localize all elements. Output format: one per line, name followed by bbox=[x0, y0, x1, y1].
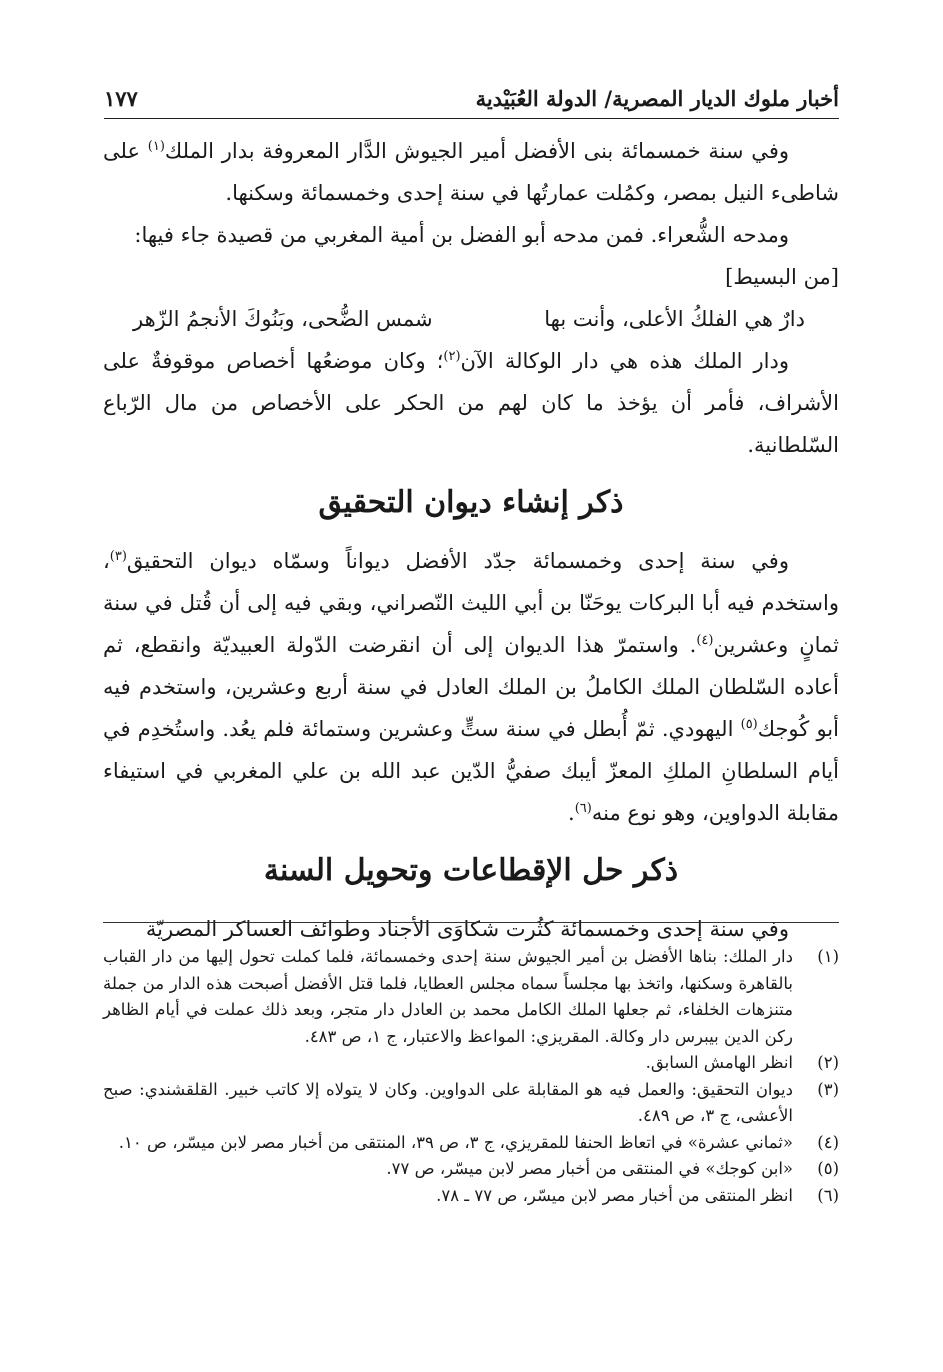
footnote-text: دار الملك: بناها الأفضل بن أمير الجيوش سنة إحدى وخمسمائة، فلما كملت تحول إليها من دار القباب بالقاهرة وسكنها، واتخذ بها مجلساً سماه مجلس العطايا، فلما قتل الأفضل أصبحت هذه الدار من جملة متنزهات الخلفاء، ثم جعلها الملك الكامل محمد بن العادل دار متجر، وبعد ذلك عملت في أيام الظاهر ركن الدين بيبرس دار وكالة. المقريزي: المواعظ والاعتبار، ج ١، ص ٤٨٣. bbox=[103, 947, 793, 1046]
footnote-text: انظر الهامش السابق. bbox=[645, 1053, 793, 1072]
footnote-number: (١) bbox=[817, 947, 839, 966]
page-number: ١٧٧ bbox=[104, 86, 138, 111]
footnote-text: «ابن كوجك» في المنتقى من أخبار مصر لابن ميسّر، ص ٧٧. bbox=[386, 1159, 793, 1178]
footnote-number: (٤) bbox=[817, 1132, 839, 1152]
section-title-diwan: ذكر إنشاء ديوان التحقيق bbox=[318, 485, 624, 520]
footnotes bbox=[103, 944, 839, 1209]
paragraph-poets: ومدحه الشُّعراء. فمن مدحه أبو الفضل بن أمية المغربي من قصيدة جاء فيها: bbox=[134, 223, 789, 247]
footnote-ref-5[interactable]: (٥) bbox=[740, 717, 758, 732]
footnote-ref-6[interactable]: (٦) bbox=[574, 801, 592, 816]
page-header bbox=[104, 82, 839, 119]
footnote-text: انظر المنتقى من أخبار مصر لابن ميسّر، ص ٧٧ ـ ٧٨. bbox=[436, 1185, 793, 1205]
footnote-text: ديوان التحقيق: والعمل فيه هو المقابلة على الدواوين. وكان لا يتولاه إلا كاتب خبير. القلقشندي: صبح الأعشى، ج ٣، ص ٤٨٩. bbox=[103, 1079, 793, 1125]
footnote-item bbox=[103, 1183, 839, 1210]
footnote-item bbox=[103, 1050, 839, 1077]
section-title-iqta: ذكر حل الإقطاعات وتحويل السنة bbox=[263, 853, 679, 888]
footnote-ref-4[interactable]: (٤) bbox=[696, 633, 714, 648]
footnote-ref-1[interactable]: (١) bbox=[147, 139, 165, 154]
paragraph-dar-al-mulk: وفي سنة خمسمائة بنى الأفضل أمير الجيوش الدَّار المعروفة بدار الملك$^{(١)}$ على شاطىء النيل بمصر، وكمُلت عمارتُها في سنة إحدى وخمسمائة وسكنها. bbox=[103, 139, 839, 205]
footnote-number: (٦) bbox=[817, 1185, 839, 1205]
footnote-item bbox=[103, 1077, 839, 1130]
paragraph-wakala: ودار الملك هذه هي دار الوكالة الآن$^{(٢)}$؛ وكان موضعُها أخصاص موقوفةٌ على الأشراف، فأمر أن يؤخذ ما كان لهم من الحكر على الأخصاص من مال الرّباع السّلطانية. bbox=[103, 349, 839, 457]
meter-label: [من البسيط] bbox=[725, 265, 839, 289]
footnote-number: (٣) bbox=[817, 1079, 839, 1099]
footnote-item bbox=[103, 944, 839, 1050]
verse-second-hemistich: شمس الضُّحى، وبَنُوكَ الأنجمُ الزّهر bbox=[133, 307, 433, 331]
footnote-text: «ثماني عشرة» في اتعاظ الحنفا للمقريزي، ج ٣، ص ٣٩، المنتقى من أخبار مصر لابن ميسّر، ص ١٠. bbox=[118, 1132, 793, 1152]
footnote-ref-3[interactable]: (٣) bbox=[109, 549, 127, 564]
verse-first-hemistich: دارٌ هي الفلكُ الأعلى، وأنت بها bbox=[544, 307, 805, 331]
running-title: أخبار ملوك الديار المصرية/ الدولة العُبَيْدية bbox=[475, 86, 839, 111]
poem-verse bbox=[103, 298, 839, 340]
main-text bbox=[103, 130, 839, 950]
footnote-item bbox=[103, 1156, 839, 1183]
footnote-divider bbox=[103, 922, 839, 923]
paragraph-diwan: وفي سنة إحدى وخمسمائة جدّد الأفضل ديواناً وسمّاه ديوان التحقيق$^{(٣)}$، واستخدم فيه أبا البركات يوحَنّا بن أبي الليث النّصراني، وبقي فيه إلى أن قُتل في سنة ثمانٍ وعشرين$^{(٤)}$. واستمرّ هذا الديوان إلى أن انقرضت الدّولة العبيديّة وانقطع، ثم أعاده السّلطان الملك الكاملُ بن الملك العادل في سنة أربع وعشرين، واستخدم فيه أبو كُوجك$^{(٥)}$ اليهودي. ثمّ أُبطل في سنة ستٍّ وعشرين وستمائة فلم يعُد. واستُخدِم في أيام السلطانِ الملكِ المعزّ أيبك صفيُّ الدّين عبد الله بن علي المغربي في استيفاء مقابلة الدواوين، وهو نوع منه$^{(٦)}$. bbox=[103, 549, 840, 825]
paragraph-iqta: وفي سنة إحدى وخمسمائة كثُرت شكاوَى الأجناد وطوائف العساكر المصريّة bbox=[145, 917, 789, 941]
footnote-number: (٢) bbox=[817, 1053, 839, 1072]
footnote-item bbox=[103, 1130, 839, 1157]
footnote-ref-2[interactable]: (٢) bbox=[443, 349, 461, 364]
footnote-number: (٥) bbox=[817, 1159, 839, 1178]
